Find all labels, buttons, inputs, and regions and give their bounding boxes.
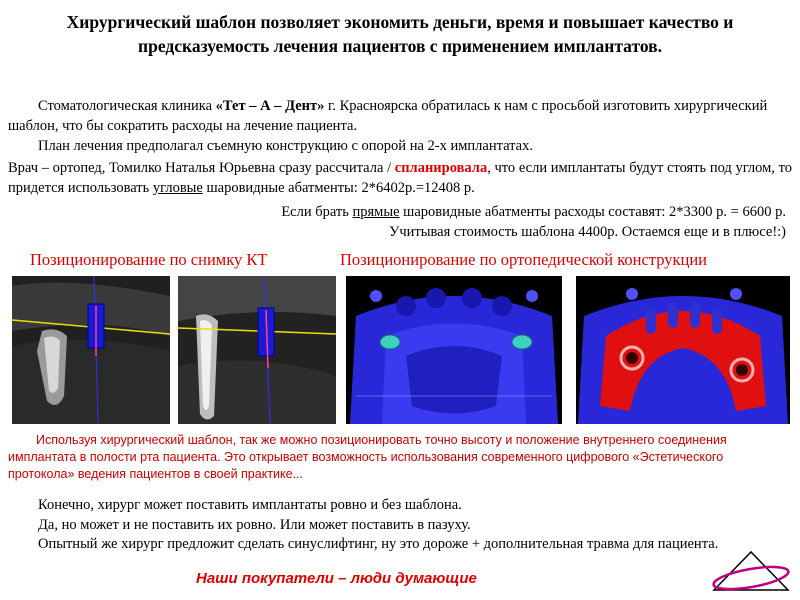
ct-scan-image-1 bbox=[12, 276, 170, 424]
company-logo bbox=[710, 548, 792, 599]
intro-paragraph-5: Учитывая стоимость шаблона 4400р. Остаемся еще и в плюсе!:) bbox=[389, 224, 786, 240]
conclusion-line-3: Опытный же хирург предложит сделать синуслифтинг, ну это дороже + дополнительная травма для пациента. bbox=[38, 536, 719, 552]
straight-word: прямые bbox=[352, 204, 400, 220]
clinic-name: «Тет – А – Дент» bbox=[215, 98, 325, 114]
intro-text: шаровидные абатменты расходы составят: 2*3300 р. = 6600 р. bbox=[399, 204, 786, 220]
surgical-template-image bbox=[576, 276, 790, 424]
caption-ct: Позиционирование по снимку КТ bbox=[30, 250, 268, 269]
template-note bbox=[8, 432, 788, 483]
intro-text: г. Красноярска обратилась к нам с просьбой изготовить хирургический шаблон, что бы сократить расходы на лечение пациента. bbox=[8, 98, 768, 134]
page-title: Хирургический шаблон позволяет экономить деньги, время и повышает качество и предсказуемость лечения пациентов с применением имплантатов. bbox=[66, 12, 734, 56]
ct-scan-image-2 bbox=[178, 276, 336, 424]
planned-highlight: спланировала bbox=[394, 160, 488, 176]
intro-text: , что если имплантаты будут стоять под углом, то придется использовать bbox=[8, 160, 792, 196]
conclusion-block bbox=[8, 496, 788, 555]
intro-paragraph-3 bbox=[8, 158, 792, 198]
intro-paragraph-2: План лечения предполагал съемную конструкцию с опорой на 2-х имплантатах. bbox=[38, 138, 533, 154]
note-text: Используя хирургический шаблон, так же можно позиционировать точно высоту и положение внутреннего соединения имплантата в полости рта пациента. Это открывает возможность использования современного цифрового «Эстетического протокола» ведения пациентов в своей практике... bbox=[8, 433, 727, 481]
angled-word: угловые bbox=[152, 180, 203, 196]
conclusion-line-1: Конечно, хирург может поставить имплантаты ровно и без шаблона. bbox=[38, 497, 462, 513]
caption-ortho: Позиционирование по ортопедической конструкции bbox=[340, 250, 708, 269]
jaw-model-image bbox=[346, 276, 562, 424]
conclusion-line-2: Да, но может и не поставить их ровно. Или может поставить в пазуху. bbox=[38, 516, 471, 533]
intro-paragraph-4 bbox=[281, 202, 786, 222]
tagline: Наши покупатели – люди думающие bbox=[196, 570, 477, 587]
intro-text: Стоматологическая клиника bbox=[38, 98, 216, 114]
intro-paragraph-1 bbox=[8, 96, 788, 136]
intro-text: шаровидные абатменты: 2*6402р.=12408 р. bbox=[202, 180, 475, 196]
intro-text: Если брать bbox=[281, 204, 353, 220]
intro-text: Врач – ортопед, Томилко Наталья Юрьевна сразу рассчитала / bbox=[8, 160, 395, 176]
